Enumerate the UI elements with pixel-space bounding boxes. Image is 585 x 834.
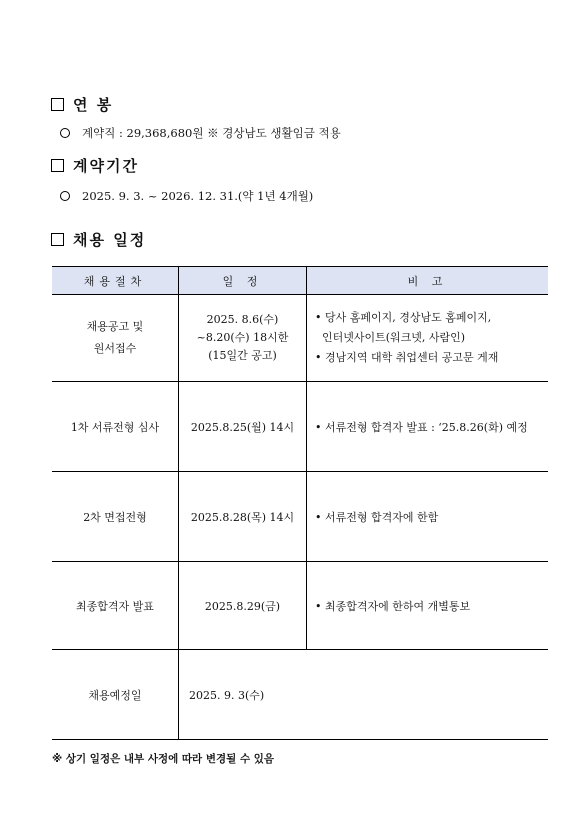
table-row — [52, 562, 548, 650]
step-cell: 채용예정일 — [52, 650, 179, 740]
contract-text: 2025. 9. 3. ~ 2026. 12. 31.(약 1년 4개월) — [82, 189, 314, 203]
date-text: ~8.20(수) 18시한 — [196, 331, 289, 344]
header-notes: 비 고 — [307, 267, 549, 295]
date-cell: 2025.8.29(금) — [179, 562, 307, 650]
notes-cell: • 최종합격자에 한하여 개별통보 — [307, 562, 549, 650]
step-cell: 2차 면접전형 — [52, 472, 179, 562]
checkbox-square-icon — [51, 159, 64, 172]
date-text: (15일간 공고) — [208, 349, 277, 362]
salary-text: 계약직 : 29,368,680원 ※ 경상남도 생활임금 적용 — [82, 126, 341, 140]
table-row — [52, 650, 548, 740]
step-cell: 최종합격자 발표 — [52, 562, 179, 650]
step-text: 채용공고 및 — [86, 320, 144, 333]
header-step: 채용절차 — [52, 267, 179, 295]
contract-section — [51, 155, 139, 176]
contract-title: 계약기간 — [73, 157, 139, 175]
contract-line — [60, 188, 313, 204]
table-row — [52, 472, 548, 562]
table-header-row — [52, 267, 548, 295]
notes-cell: • 서류전형 합격자에 한함 — [307, 472, 549, 562]
salary-section — [51, 94, 113, 115]
salary-title: 연 봉 — [73, 96, 114, 114]
circle-bullet-icon — [60, 128, 70, 138]
note-text: • 경남지역 대학 취업센터 공고문 게재 — [315, 351, 499, 364]
date-cell: 2025.8.25(월) 14시 — [179, 382, 307, 472]
step-text: 원서접수 — [93, 342, 137, 355]
schedule-table — [52, 266, 548, 740]
notes-cell: • 서류전형 합격자 발표 : ‘25.8.26(화) 예정 — [307, 382, 549, 472]
checkbox-square-icon — [51, 233, 64, 246]
date-cell: 2025. 9. 3(수) — [179, 650, 549, 740]
date-cell: 2025.8.28(목) 14시 — [179, 472, 307, 562]
table-row — [52, 295, 548, 382]
checkbox-square-icon — [51, 98, 64, 111]
schedule-title: 채용 일정 — [73, 231, 147, 249]
notes-cell — [307, 295, 549, 382]
table-row — [52, 382, 548, 472]
circle-bullet-icon — [60, 191, 70, 201]
schedule-note: ※ 상기 일정은 내부 사정에 따라 변경될 수 있음 — [52, 753, 275, 765]
note-text: 인터넷사이트(워크넷, 사람인) — [315, 331, 466, 344]
date-cell — [179, 295, 307, 382]
header-date: 일 정 — [179, 267, 307, 295]
step-cell — [52, 295, 179, 382]
step-cell: 1차 서류전형 심사 — [52, 382, 179, 472]
salary-line — [60, 125, 341, 141]
note-text: • 당사 홈페이지, 경상남도 홈페이지, — [315, 311, 492, 324]
schedule-section — [51, 229, 146, 250]
date-text: 2025. 8.6(수) — [206, 313, 279, 326]
